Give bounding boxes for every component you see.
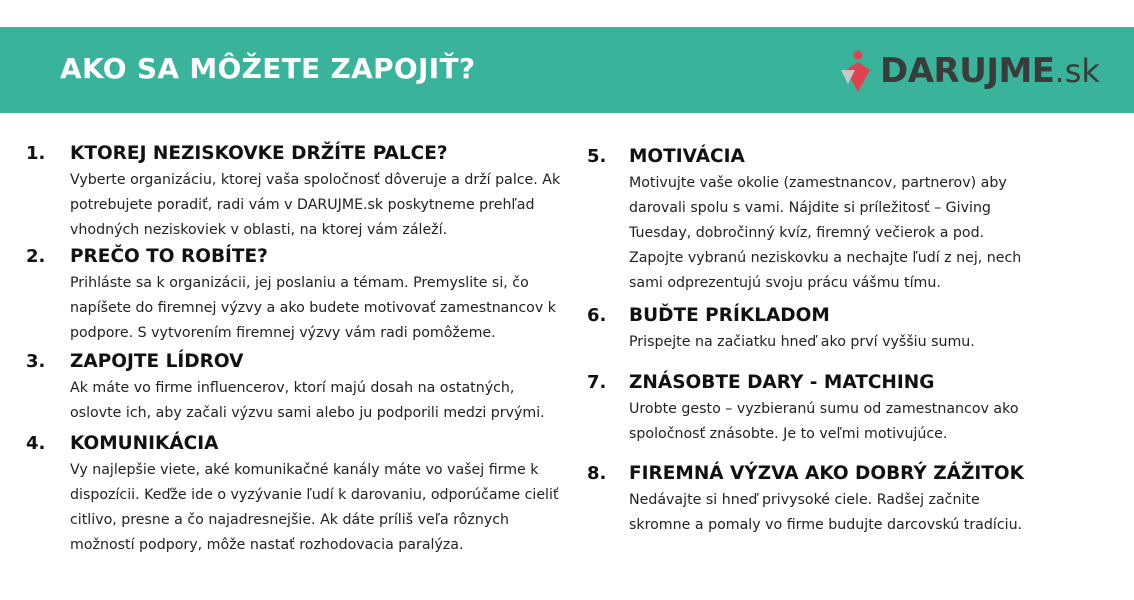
item-heading: FIREMNÁ VÝZVA AKO DOBRÝ ZÁŽITOK: [629, 463, 1024, 484]
body-line: spoločnosť znásobte. Je to veľmi motivujúce.: [629, 426, 948, 442]
darujme-logo: [838, 45, 1100, 97]
body-line: možností podpory, môže nastať rozhodovacia paralýza.: [70, 537, 464, 553]
body-line: darovali spolu s vami. Nájdite si príležitosť – Giving: [629, 200, 991, 216]
body-line: Tuesday, dobročinný kvíz, firemný večierok a pod.: [629, 225, 985, 241]
body-line: vhodných neziskoviek v oblasti, na ktorej vám záleží.: [70, 222, 448, 238]
item-body: [629, 171, 1069, 296]
item-body: [629, 330, 1069, 355]
item-number: 2.: [26, 246, 46, 267]
item-body: [70, 376, 570, 426]
item-heading: PREČO TO ROBÍTE?: [70, 246, 268, 267]
item-number: 6.: [587, 305, 607, 326]
item-number: 4.: [26, 433, 46, 454]
body-line: potrebujete poradiť, radi vám v DARUJME.sk poskytneme prehľad: [70, 197, 535, 213]
item-body: [629, 397, 1069, 447]
item-heading: KOMUNIKÁCIA: [70, 433, 219, 454]
body-line: Prispejte na začiatku hneď ako prví vyššiu sumu.: [629, 334, 975, 350]
item-heading: ZAPOJTE LÍDROV: [70, 351, 244, 372]
item-number: 8.: [587, 463, 607, 484]
body-line: skromne a pomaly vo firme budujte darcovskú tradíciu.: [629, 517, 1023, 533]
body-line: sami odprezentujú svoju prácu vášmu tímu.: [629, 275, 941, 291]
item-number: 5.: [587, 146, 607, 167]
item-heading: BUĎTE PRÍKLADOM: [629, 305, 830, 326]
item-heading: KTOREJ NEZISKOVKE DRŽÍTE PALCE?: [70, 143, 448, 164]
page-title: AKO SA MÔŽETE ZAPOJIŤ?: [60, 52, 476, 85]
body-line: Vyberte organizáciu, ktorej vaša spoločnosť dôveruje a drží palce. Ak: [70, 172, 561, 188]
item-body: [629, 488, 1069, 538]
body-line: oslovte ich, aby začali výzvu sami alebo ju podporili medzi prvými.: [70, 405, 545, 421]
item-number: 1.: [26, 143, 46, 164]
body-line: Motivujte vaše okolie (zamestnancov, partnerov) aby: [629, 175, 1007, 191]
item-body: [70, 168, 570, 243]
item-heading: ZNÁSOBTE DARY - MATCHING: [629, 372, 935, 393]
body-line: dispozícii. Keďže ide o vyzývanie ľudí k darovaniu, odporúčame cieliť: [70, 487, 559, 503]
heart-figure-icon: [838, 48, 878, 94]
body-line: Nedávajte si hneď privysoké ciele. Radšej začnite: [629, 492, 980, 508]
logo-text: DARUJME: [880, 51, 1055, 91]
body-line: citlivo, presne a čo najadresnejšie. Ak dáte príliš veľa rôznych: [70, 512, 510, 528]
item-number: 7.: [587, 372, 607, 393]
body-line: napíšete do firemnej výzvy a ako budete motivovať zamestnancov k: [70, 300, 556, 316]
item-body: [70, 271, 570, 346]
body-line: Urobte gesto – vyzbieranú sumu od zamestnancov ako: [629, 401, 1019, 417]
body-line: Zapojte vybranú neziskovku a nechajte ľudí z nej, nech: [629, 250, 1022, 266]
body-line: podpore. S vytvorením firemnej výzvy vám radi pomôžeme.: [70, 325, 496, 341]
item-number: 3.: [26, 351, 46, 372]
item-heading: MOTIVÁCIA: [629, 146, 745, 167]
body-line: Prihláste sa k organizácii, jej poslaniu a témam. Premyslite si, čo: [70, 275, 529, 291]
item-body: [70, 458, 570, 558]
body-line: Vy najlepšie viete, aké komunikačné kanály máte vo vašej firme k: [70, 462, 539, 478]
logo-suffix: .sk: [1054, 52, 1100, 90]
header-bar: [0, 27, 1134, 113]
body-line: Ak máte vo firme influencerov, ktorí majú dosah na ostatných,: [70, 380, 515, 396]
